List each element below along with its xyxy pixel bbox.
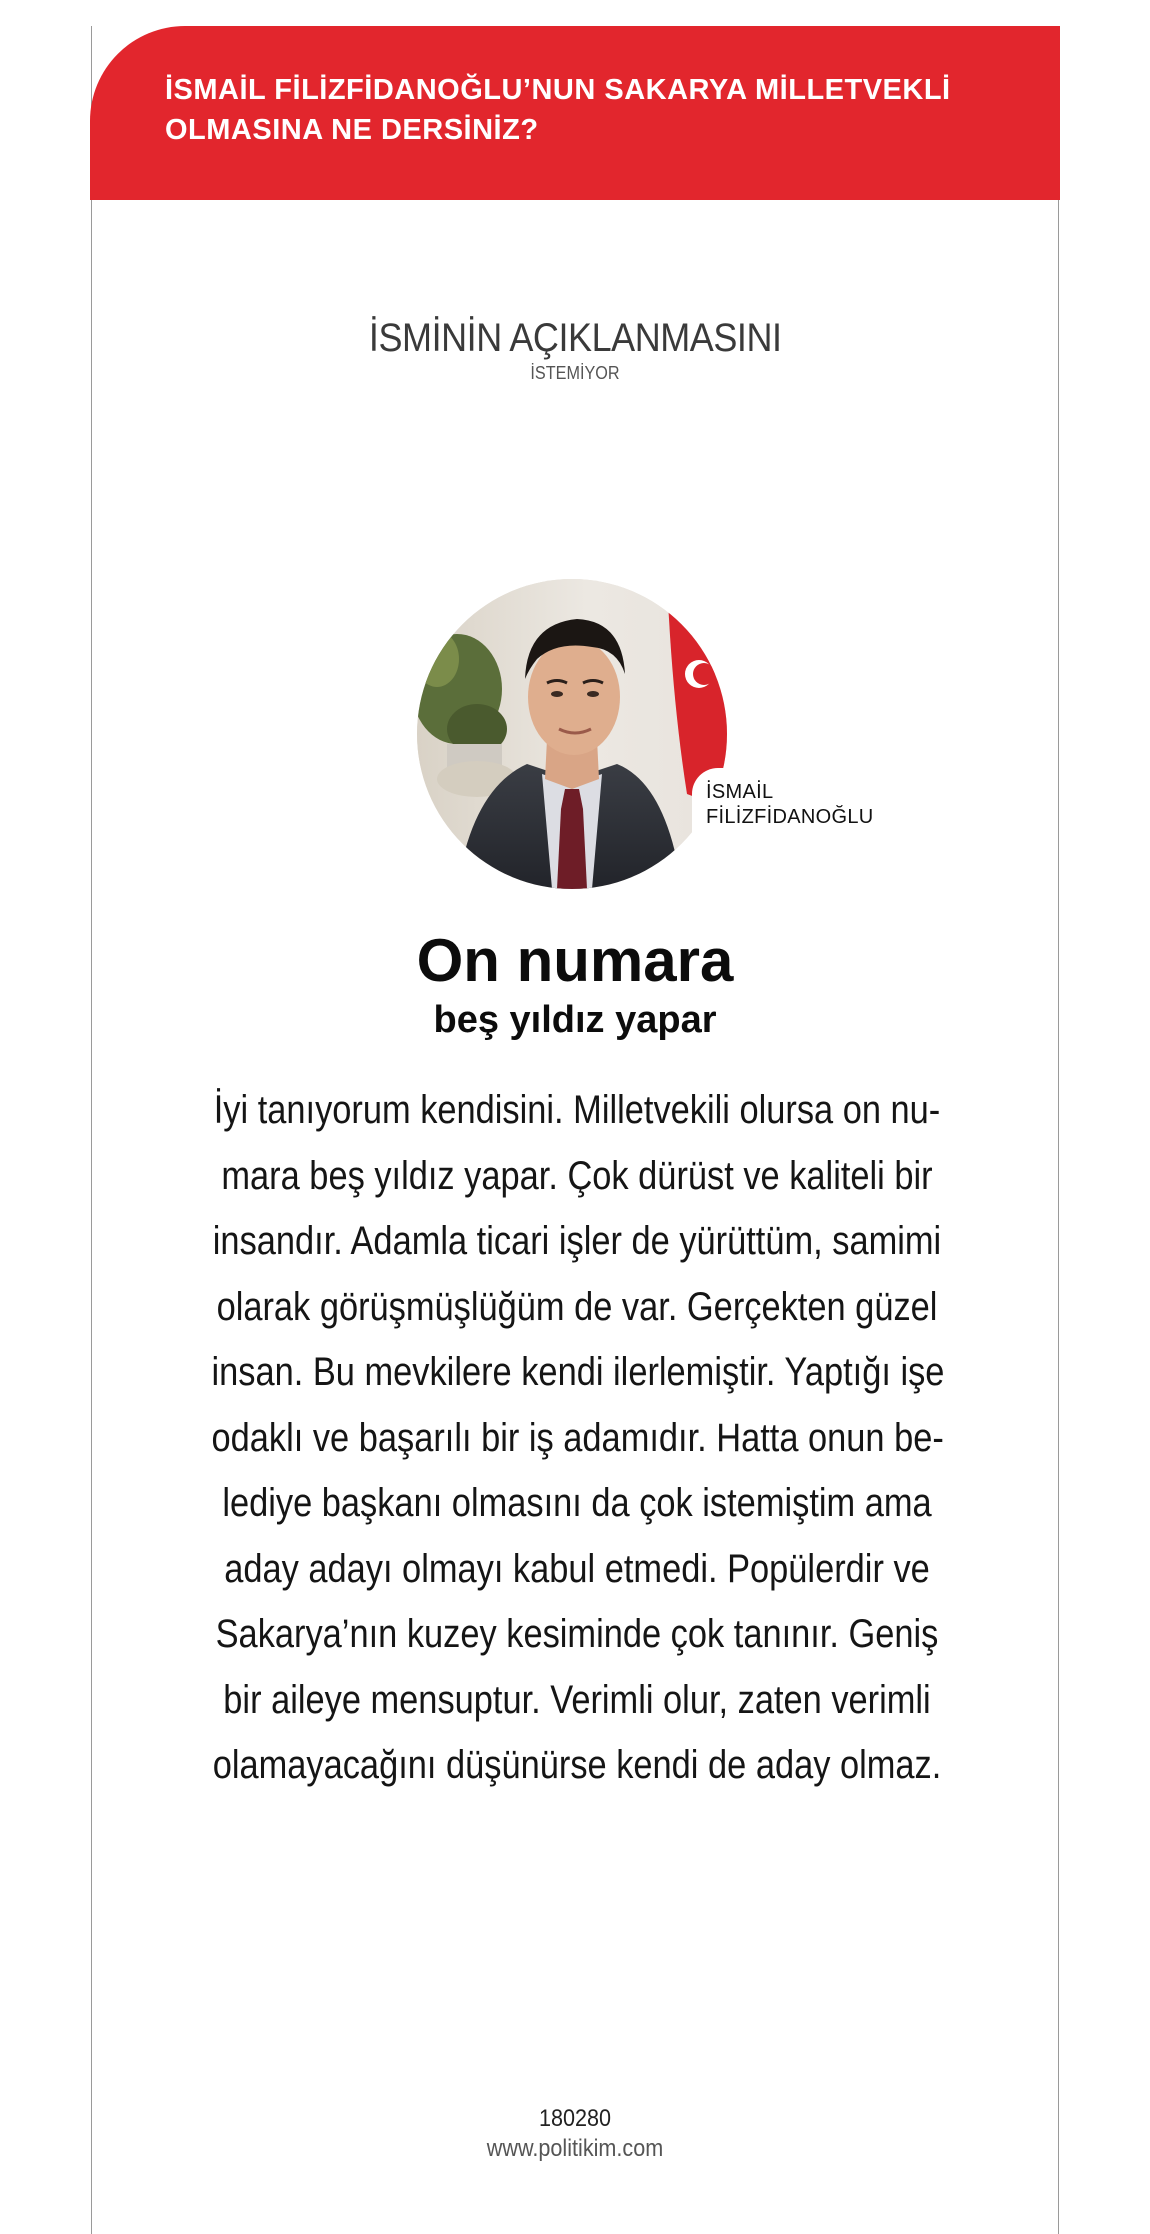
question-line-2: OLMASINA NE DERSİNİZ? — [165, 114, 539, 146]
footer-code: 180280 — [538, 2105, 612, 2132]
respondent-name: İSMİNİN AÇIKLANMASINI — [368, 316, 782, 360]
question-title — [165, 70, 1020, 150]
answer-body — [152, 1078, 1002, 1799]
answer-line: olamayacağını düşünürse kendi de aday olmaz. — [212, 1743, 942, 1787]
question-header — [90, 26, 1060, 200]
answer-headline: On numara — [416, 927, 734, 994]
subject-name-line-2: FİLİZFİDANOĞLU — [706, 806, 874, 828]
answer-line: aday adayı olmayı kabul etmedi. Popülerdir ve — [224, 1546, 930, 1591]
answer-line: bir aileye mensuptur. Verimli olur, zaten verimli — [223, 1677, 931, 1722]
footer — [92, 2104, 1058, 2164]
answer-line: olarak görüşmüşlüğüm de var. Gerçekten güzel — [216, 1284, 938, 1329]
answer-line: odaklı ve başarılı bir iş adamıdır. Hatta onun be- — [211, 1415, 944, 1460]
portrait-photo-icon — [417, 579, 727, 889]
footer-website-link[interactable]: www.politikim.com — [486, 2135, 664, 2162]
question-line-1: İSMAİL FİLİZFİDANOĞLU’NUN SAKARYA MİLLETVEKLİ — [165, 74, 951, 106]
answer-line: İyi tanıyorum kendisini. Milletvekili olursa on nu- — [213, 1088, 941, 1132]
answer-headline-block — [92, 928, 1058, 1042]
answer-line: lediye başkanı olmasını da çok istemiştim ama — [222, 1481, 932, 1525]
answer-line: Sakarya’nın kuzey kesiminde çok tanınır. Geniş — [215, 1612, 939, 1656]
respondent-subtitle: İSTEMİYOR — [530, 363, 620, 383]
survey-card — [91, 26, 1059, 2234]
answer-line: insandır. Adamla ticari işler de yürüttüm, samimi — [212, 1219, 942, 1263]
subject-name-line-1: İSMAİL — [706, 781, 774, 803]
answer-line: mara beş yıldız yapar. Çok dürüst ve kaliteli bir — [221, 1153, 933, 1198]
subject-photo — [417, 579, 727, 889]
subject-name-tag — [692, 768, 886, 838]
answer-subheadline: beş yıldız yapar — [433, 999, 717, 1041]
answer-line: insan. Bu mevkilere kendi ilerlemiştir. Yaptığı işe — [211, 1350, 945, 1394]
respondent-block — [92, 316, 1058, 384]
